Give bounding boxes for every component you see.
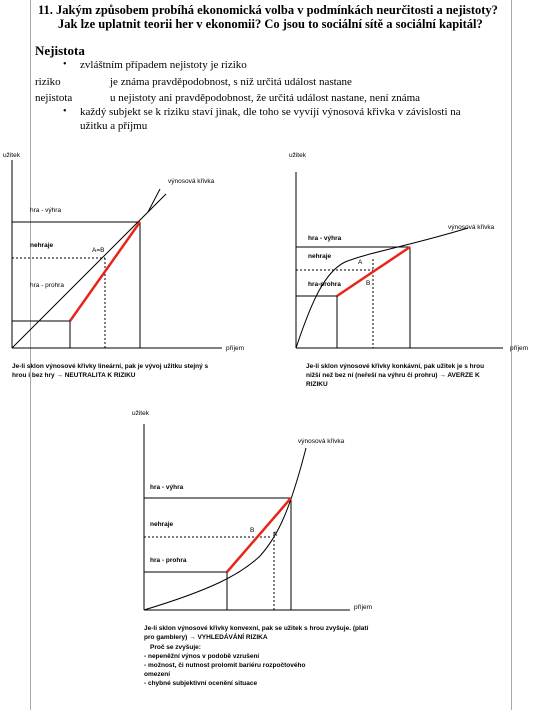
bullet-2-line-2: užitku a příjmu bbox=[80, 120, 148, 132]
chart1-nohra-label: nehraje bbox=[30, 242, 54, 249]
chart3-nohra-label: nehraje bbox=[150, 521, 174, 528]
chart3-curve-label: výnosová křivka bbox=[298, 438, 345, 445]
chart3-note-3: omezení bbox=[144, 671, 171, 678]
chart1-ylabel: užitek bbox=[3, 152, 20, 159]
chart3-loss-label: hra - prohra bbox=[150, 557, 187, 564]
chart1-curve-label: výnosová křivka bbox=[168, 178, 215, 185]
chart2-b-label: B bbox=[366, 280, 371, 287]
chart2-nohra-label: nehraje bbox=[308, 253, 332, 260]
chart3-a-label: A bbox=[273, 531, 278, 538]
chart2-caption: Je-li sklon výnosové křivky konkávní, pak užitek je s hrou nižší než bez ní (neřeší na výhru či prohru) → AVERZE K RIZIKU bbox=[306, 363, 485, 388]
chart3-b-label: B bbox=[250, 527, 255, 534]
chart1-caption: Je-li sklon výnosové křivky lineární, pak je vývoj užitku stejný s hrou i bez hry → NEUTRALITA K RIZIKU bbox=[12, 363, 209, 379]
chart1-utility-line bbox=[12, 194, 166, 348]
chart3-win-label: hra - výhra bbox=[150, 484, 184, 491]
chart3-notes bbox=[144, 643, 379, 688]
chart2-win-label: hra - výhra bbox=[308, 235, 342, 242]
chart3-note-1: - nepeněžní výnos v podobě vzrušení bbox=[144, 653, 260, 660]
section-title: Nejistota bbox=[35, 43, 85, 58]
chart2-ylabel: užitek bbox=[289, 152, 306, 159]
heading-line-2: Jak lze uplatnit teorii her v ekonomii? Co jsou to sociální sítě a sociální kapitál? bbox=[58, 17, 483, 31]
chart2-a-label: A bbox=[358, 259, 363, 266]
chart3-note-4: - chybné subjektivní ocenění situace bbox=[144, 680, 258, 687]
chart1-curve-label-pointer bbox=[148, 189, 160, 212]
nejistota-definition: u nejistoty ani pravděpodobnost, že určitá událost nastane, není známa bbox=[110, 92, 421, 104]
bullet-1-text: zvláštním případem nejistoty je riziko bbox=[80, 59, 247, 71]
chart1-loss-label: hra - prohra bbox=[30, 282, 64, 289]
chart3-ylabel: užitek bbox=[132, 410, 149, 417]
chart3-utility-curve bbox=[144, 448, 306, 610]
riziko-term: riziko bbox=[35, 76, 61, 88]
chart3-red-segment bbox=[227, 498, 291, 572]
chart2-xlabel: příjem bbox=[510, 345, 529, 352]
chart1-ab-label: A=B bbox=[92, 247, 105, 254]
chart3-caption: Je-li sklon výnosové křivky konvexní, pak se užitek s hrou zvyšuje. (platí pro gamblery) → VYHLEDÁVÁNÍ RIZIKA bbox=[144, 625, 369, 641]
chart3-note-2: - možnost, či nutnost prolomit bariéru rozpočtového bbox=[144, 662, 306, 669]
heading-line-1: 11. Jakým způsobem probíhá ekonomická volba v podmínkách neurčitosti a nejistoty? bbox=[38, 3, 498, 17]
bullet-dot: • bbox=[63, 106, 67, 117]
nejistota-term: nejistota bbox=[35, 92, 73, 104]
chart1-win-label: hra - výhra bbox=[30, 207, 62, 214]
bullet-dot: • bbox=[63, 59, 67, 70]
chart2-loss-label: hra-prohra bbox=[308, 281, 341, 288]
chart1-xlabel: příjem bbox=[226, 345, 245, 352]
chart3-note-0: Proč se zvyšuje: bbox=[150, 644, 201, 651]
chart2-curve-label: výnosová křivka bbox=[448, 224, 495, 231]
chart3-xlabel: příjem bbox=[354, 604, 373, 611]
bullet-2-line-1: každý subjekt se k riziku staví jinak, dle toho se vyvíjí výnosová křivka v závislosti na bbox=[80, 106, 461, 118]
riziko-definition: je známa pravděpodobnost, s níž určitá událost nastane bbox=[110, 76, 352, 88]
